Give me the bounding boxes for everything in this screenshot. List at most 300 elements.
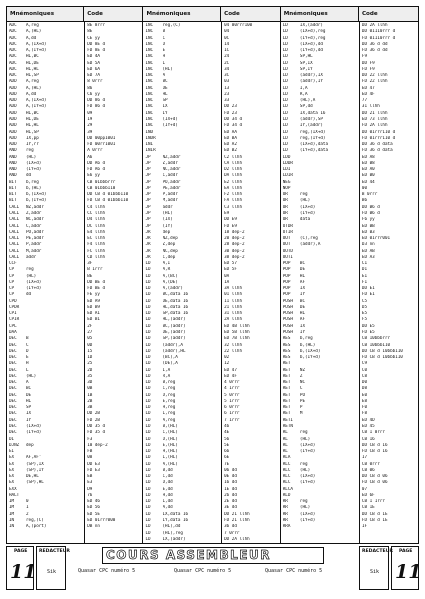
code-cell: FD E5 — [361, 330, 375, 336]
code-cell: E9 — [224, 210, 230, 216]
mnemonic-cell: DEC — [9, 355, 17, 361]
code-cell: 31 llhh — [361, 104, 380, 110]
operand-cell: HL,data 16 — [162, 304, 189, 310]
mnemonic-cell: RLCA — [282, 486, 293, 492]
code-cell: 0C — [224, 35, 230, 41]
operand-cell: PO — [299, 392, 306, 398]
mnemonic-cell: DJNZ — [9, 442, 20, 448]
operand-cell: reg — [299, 499, 308, 505]
operand-cell: reg — [299, 430, 308, 436]
mnemonic-cell: OUT — [282, 236, 291, 242]
operand-cell: Z,addr — [25, 210, 42, 216]
code-cell: 3F — [87, 261, 93, 267]
code-cell: ED B0 — [361, 173, 375, 179]
operand-cell: (HL) — [299, 198, 311, 204]
mnemonic-cell: RLD — [282, 492, 291, 498]
table-header — [7, 7, 142, 22]
code-cell: 31 llhh — [224, 311, 243, 317]
operand-cell: IY — [299, 330, 306, 336]
code-cell: C5 — [361, 298, 368, 304]
table-row — [281, 524, 418, 530]
operand-cell: reg — [299, 192, 308, 198]
mnemonic-cell: ADD — [9, 116, 17, 122]
code-cell: 38 dep-2 — [224, 254, 245, 260]
mnemonic-cell: RET — [282, 392, 291, 398]
mnemonic-cell: CALL — [9, 204, 20, 210]
mnemonic-cell: OUTD — [282, 248, 293, 254]
code-cell: 19 — [87, 116, 93, 122]
code-cell: ED BB — [361, 223, 375, 229]
mnemonic-cell: LD — [282, 29, 288, 35]
operand-cell: E,reg — [162, 398, 176, 404]
code-cell: E2 llhh — [224, 179, 243, 185]
mnemonic-cell: RL — [282, 442, 288, 448]
mnemonic-cell: JP — [145, 192, 151, 198]
operand-cell: DE — [299, 304, 306, 310]
code-cell: FD CB d 01bbb110 — [87, 198, 129, 204]
operand-cell: A,reg — [25, 23, 39, 28]
operand-cell: HL,BC — [25, 110, 39, 116]
mnemonic-cell: EX — [9, 480, 15, 486]
mnemonic-cell: DEC — [9, 380, 17, 386]
operand-cell: H,(HL) — [162, 449, 178, 455]
mnemonic-cell: LD — [282, 41, 288, 47]
operand-cell: (IY) — [162, 223, 173, 229]
operand-cell: HL,HL — [25, 123, 39, 129]
code-cell: CB 0rrr — [361, 461, 380, 467]
operand-cell: A,(HL) — [162, 461, 178, 467]
operand-cell: dd — [25, 292, 32, 298]
mnemonic-cell: CALL — [9, 242, 20, 248]
operand-cell: B,dd — [162, 467, 173, 473]
mnemonic-cell: OR — [282, 198, 288, 204]
code-cell: ED A8 — [361, 154, 375, 160]
mnemonic-cell: BIT — [9, 179, 17, 185]
operand-cell: A,(addr) — [162, 286, 183, 292]
operand-cell: PE,addr — [25, 236, 44, 242]
mnemonic-cell: CPDR — [9, 304, 20, 310]
mnemonic-cell: RLC — [282, 480, 291, 486]
code-cell: 77 — [361, 98, 368, 104]
code-cell: 18 dep-2 — [224, 229, 245, 235]
code-cell: ED 45 — [361, 424, 375, 429]
mnemonic-cell: EX — [9, 461, 15, 467]
mnemonic-header: Mnémoniques — [281, 7, 359, 21]
code-cell: C8 — [361, 373, 368, 379]
code-cell: FD B6 d — [361, 210, 380, 216]
mnemonic-cell: RL — [282, 436, 288, 442]
code-cell: D2 llhh — [224, 167, 243, 173]
operand-cell: reg — [25, 267, 34, 273]
code-cell: FD E3 — [87, 467, 100, 473]
code-cell: EB — [87, 474, 93, 480]
operand-cell: HL — [299, 311, 306, 317]
code-cell: DD 21 llhh — [224, 511, 250, 517]
operand-cell: IX — [299, 323, 306, 329]
code-cell: ED B2 — [224, 148, 237, 154]
code-cell: DD 86 d — [87, 98, 106, 104]
mnemonic-cell: DEC — [9, 411, 17, 417]
mnemonic-cell: RET — [282, 373, 291, 379]
mnemonic-cell: RR — [282, 511, 288, 517]
mnemonic-cell: LD — [145, 330, 151, 336]
operand-cell: D,(HL) — [162, 436, 178, 442]
mnemonic-cell: CP — [9, 279, 15, 285]
operand-cell: (HL),reg — [162, 530, 183, 536]
operand-cell: (IY+d),data — [299, 148, 329, 154]
operand-cell: HL,SP — [25, 129, 39, 135]
code-cell: C0 — [361, 367, 368, 373]
mnemonic-cell: RET — [282, 411, 291, 417]
mnemonic-cell: INC — [145, 48, 154, 54]
mnemonic-cell: ADC — [9, 29, 17, 35]
code-cell: FD CB d 1E — [361, 517, 388, 523]
mnemonic-cell: CP — [9, 292, 15, 298]
mnemonic-cell: OR — [282, 204, 288, 210]
code-cell: ED A2 — [224, 142, 237, 148]
code-cell: 4 0rrr — [224, 380, 240, 386]
operand-cell: DE — [25, 392, 32, 398]
operand-cell: IY,data 16 — [162, 517, 189, 523]
code-cell: 15 — [87, 348, 93, 354]
mnemonic-cell: LD — [145, 311, 151, 317]
mnemonic-cell: LD — [282, 54, 288, 60]
operand-cell: (IY+d) — [299, 517, 316, 523]
mnemonic-cell: INC — [145, 54, 154, 60]
code-cell: DD E5 — [361, 323, 375, 329]
operand-cell: C — [299, 386, 303, 392]
operand-cell: C,addr — [162, 173, 178, 179]
code-cell: 05 — [87, 336, 93, 342]
operand-cell: 0 — [25, 499, 29, 505]
code-cell: 27 — [87, 330, 93, 336]
code-cell: DD A6 d — [87, 160, 106, 166]
code-cell: 35 — [87, 373, 93, 379]
code-cell: 7 0rrr — [224, 530, 240, 536]
mnemonic-cell: LD — [145, 455, 151, 461]
code-cell: C9 — [361, 361, 368, 367]
mnemonic-cell: ADD — [9, 85, 17, 91]
mnemonic-cell: DEC — [9, 392, 17, 398]
code-cell: 26 dd — [224, 492, 237, 498]
mnemonic-cell: ADC — [9, 60, 17, 66]
mnemonic-cell: LD — [282, 91, 288, 97]
mnemonic-cell: LD — [145, 361, 151, 367]
page-title: COURS ASSEMBLEUR — [106, 548, 271, 562]
code-cell: D0 — [361, 380, 368, 386]
operand-cell: R,A — [299, 91, 308, 97]
operand-cell: (DE),A — [162, 361, 178, 367]
operand-cell: A,(IY+d) — [25, 48, 47, 54]
code-cell: F5 — [361, 317, 368, 323]
operand-cell: A — [162, 73, 166, 79]
mnemonic-cell: IM — [9, 505, 15, 511]
mnemonic-cell: LD — [145, 530, 151, 536]
operand-cell: H,dd — [162, 492, 173, 498]
operand-cell: (IX+d) — [299, 474, 316, 480]
operand-cell: BC — [299, 298, 306, 304]
operand-cell: L — [162, 60, 166, 66]
mnemonic-cell: LD — [145, 436, 151, 442]
mnemonic-cell: ADD — [9, 91, 17, 97]
operand-cell: (IX) — [162, 217, 173, 223]
code-cell: 03 — [224, 79, 230, 85]
mnemonic-cell: CPI — [9, 311, 17, 317]
code-cell: A 0rrr — [87, 148, 103, 154]
code-cell: FD CB d 16 — [361, 449, 388, 455]
code-cell: B 0rrr — [361, 192, 378, 198]
mnemonic-cell: INC — [145, 60, 154, 66]
code-cell: FD 86 d — [87, 104, 106, 110]
mnemonic-cell: LD — [145, 442, 151, 448]
code-cell: 2B — [87, 398, 93, 404]
mnemonic-cell: AND — [9, 160, 17, 166]
mnemonic-cell: JP — [145, 154, 151, 160]
operand-cell: IY,(addr) — [299, 123, 323, 129]
mnemonic-cell: ADC — [9, 66, 17, 72]
code-cell: DD 8E d — [87, 41, 106, 47]
code-cell: 32 llhh — [224, 342, 243, 348]
mnemonic-cell: OUT — [282, 242, 291, 248]
operand-cell: HL,DE — [25, 116, 39, 122]
table-rows — [281, 23, 418, 543]
operand-cell: I,A — [162, 367, 171, 373]
operand-cell: IX — [299, 286, 306, 292]
code-cell: FD 23 — [224, 110, 237, 116]
code-cell: FD 22 llhh — [361, 79, 388, 85]
code-cell: 00 — [361, 185, 368, 191]
code-cell: 86 — [87, 85, 93, 91]
code-cell: 8E 8rrr — [87, 23, 106, 28]
code-cell: 0D — [87, 342, 93, 348]
operand-cell: (IX+d) — [162, 116, 178, 122]
operand-cell: SP — [25, 405, 32, 411]
code-cell: ED 57 — [224, 261, 237, 267]
table-header — [281, 7, 418, 22]
mnemonic-cell: INC — [145, 73, 154, 79]
code-cell: 8 0rrr — [87, 79, 103, 85]
mnemonic-cell: LD — [145, 486, 151, 492]
operand-cell: SP,data 16 — [162, 311, 189, 317]
code-cell: 02 — [224, 355, 230, 361]
code-cell: 3E dd — [224, 505, 237, 511]
mnemonic-cell: LD — [145, 461, 151, 467]
mnemonic-cell: JP — [145, 167, 151, 173]
mnemonic-cell: INC — [145, 123, 154, 129]
mnemonic-cell: INC — [145, 79, 154, 85]
code-cell: 09 — [87, 110, 93, 116]
code-cell: 04 00rrr100 — [224, 23, 253, 28]
code-cell: 04 — [224, 29, 230, 35]
operand-cell: IX,data 16 — [162, 511, 189, 517]
mnemonic-cell: LD — [145, 323, 151, 329]
code-cell: CB 06 — [361, 467, 375, 473]
code-cell: 06 dd — [224, 467, 237, 473]
mnemonic-cell: LDI — [282, 167, 291, 173]
operand-cell: C,dd — [162, 474, 173, 480]
operand-cell: B,(HL) — [162, 424, 178, 429]
code-cell: DD 01rrr110 d — [361, 129, 396, 135]
operand-cell: P — [299, 405, 303, 411]
code-cell: 8E — [87, 29, 93, 35]
code-cell: DD 23 — [224, 104, 237, 110]
mnemonic-cell: OR — [282, 210, 288, 216]
code-cell: ED 6A — [87, 66, 100, 72]
code-cell: 23 — [224, 91, 230, 97]
mnemonic-cell: LD — [282, 148, 288, 154]
code-cell: ED 7A — [87, 73, 100, 79]
operand-cell: IY — [162, 110, 168, 116]
author-box-left — [36, 546, 70, 590]
operand-cell: (IX+d),data — [299, 142, 329, 148]
code-cell: D1 — [361, 267, 368, 273]
mnemonic-cell: LD — [282, 98, 288, 104]
operand-cell: D — [162, 41, 166, 47]
operand-cell: dep — [25, 442, 34, 448]
code-cell: EA llhh — [224, 185, 243, 191]
code-cell: D5 — [361, 304, 368, 310]
code-cell: CB 01bbb110 — [87, 185, 116, 191]
operand-cell: (IY+d),dd — [299, 48, 323, 54]
code-header: Code — [361, 11, 378, 17]
mnemonic-cell: JP — [145, 185, 151, 191]
operand-cell: E — [25, 355, 29, 361]
code-cell: F2 llhh — [224, 192, 243, 198]
operand-cell: reg,(C) — [25, 517, 44, 523]
mnemonic-cell: ADC — [9, 41, 17, 47]
operand-cell: (HL) — [25, 373, 37, 379]
operand-cell: B,reg — [162, 380, 176, 386]
operand-cell: data — [299, 217, 311, 223]
page-label: PAGE — [14, 549, 28, 554]
operand-cell: (IX+d) — [299, 511, 316, 517]
operand-cell: (addr),A — [162, 342, 183, 348]
mnemonic-cell: RET — [282, 361, 291, 367]
mnemonic-cell: JP — [145, 217, 151, 223]
mnemonic-cell: ADD — [9, 135, 17, 141]
operand-cell: A,reg — [25, 79, 39, 85]
mnemonic-cell: CALL — [9, 248, 20, 254]
author-label: REDACTEUR — [362, 549, 393, 554]
code-cell: 3C — [224, 73, 230, 79]
mnemonic-cell: OR — [282, 192, 288, 198]
operand-cell: 2 — [25, 511, 29, 517]
code-cell: DD CB d 01bbb110 — [87, 192, 129, 198]
operand-cell: HL — [299, 273, 306, 279]
operand-cell: L,dd — [162, 499, 173, 505]
mnemonic-cell: CALL — [9, 254, 20, 260]
mnemonic-cell: JP — [145, 179, 151, 185]
operand-cell: Z,addr — [162, 160, 178, 166]
operand-cell: NC,dep — [162, 248, 178, 254]
page-footer — [6, 545, 422, 591]
mnemonic-cell: LD — [282, 123, 288, 129]
operand-cell: A,dd — [25, 91, 37, 97]
operand-cell: b,reg — [299, 336, 313, 342]
mnemonic-cell: ADD — [9, 79, 17, 85]
operand-cell: Z,dep — [162, 242, 176, 248]
code-cell: DD 34 d — [224, 116, 243, 122]
operand-cell: BC — [162, 79, 168, 85]
operand-cell: NC,addr — [162, 167, 181, 173]
mnemonic-cell: LDDR — [282, 160, 293, 166]
code-cell: F0 — [361, 405, 368, 411]
code-cell: FD CB d 06 — [361, 480, 388, 486]
operand-cell: b,(IY+d) — [299, 355, 321, 361]
operand-cell: SP,IY — [299, 66, 313, 72]
code-cell: ED 5E — [87, 511, 100, 517]
mnemonic-header: Mnémoniques — [143, 7, 221, 21]
operand-cell: b,(HL) — [299, 342, 316, 348]
operand-cell: IX,(addr) — [299, 23, 323, 28]
operand-cell: A,(IY+d) — [25, 104, 47, 110]
code-cell: E6 yy — [87, 173, 100, 179]
code-cell: DD E3 — [87, 461, 100, 467]
code-cell: DD 35 d — [87, 424, 106, 429]
mnemonic-cell: BIT — [9, 185, 17, 191]
operand-cell: reg,(IX+d) — [299, 129, 326, 135]
operand-cell: H — [162, 54, 166, 60]
code-cell: 1F — [361, 524, 368, 530]
code-cell: 1E dd — [224, 486, 237, 492]
opcode-table-sheet — [6, 6, 419, 544]
code-cell: C1 — [361, 261, 368, 267]
mnemonic-cell: CPIR — [9, 317, 20, 323]
operand-cell: PO,addr — [162, 179, 181, 185]
code-cell: DD 36 d dd — [361, 41, 388, 47]
code-cell: FE yy — [87, 292, 100, 298]
mnemonic-cell: POP — [282, 261, 291, 267]
code-cell: FB — [87, 449, 93, 455]
code-cell: 7 1rrr — [224, 417, 240, 423]
code-cell: D9 — [87, 486, 93, 492]
code-cell: FD 01110rrr d — [361, 35, 396, 41]
code-cell: D3 nn — [361, 242, 375, 248]
mnemonic-cell: RET — [282, 398, 291, 404]
code-cell: ED 44 — [361, 179, 375, 185]
mnemonic-cell: LD — [145, 267, 151, 273]
code-cell: 6E — [224, 455, 230, 461]
code-cell: FD 34 d — [224, 123, 243, 129]
operand-cell: (addr),IX — [299, 73, 323, 79]
code-cell: CE yy — [87, 35, 100, 41]
mnemonic-cell: ADC — [9, 73, 17, 79]
code-header: Code — [224, 11, 240, 17]
mnemonic-cell: LD — [282, 110, 288, 116]
operand-cell: SP — [162, 98, 168, 104]
mnemonic-cell: ADD — [9, 104, 17, 110]
mnemonic-cell: INDR — [145, 135, 156, 141]
code-cell: 34 — [224, 66, 230, 72]
code-cell: ED 4D — [361, 417, 375, 423]
code-cell: 24 — [224, 54, 230, 60]
mnemonic-cell: DEC — [9, 424, 17, 429]
operand-cell: addr — [162, 204, 173, 210]
operand-cell: (HL) — [299, 505, 311, 511]
page-number: 11 — [395, 561, 422, 583]
mnemonic-cell: LD — [145, 342, 151, 348]
table-rows — [143, 23, 279, 543]
table-row — [143, 537, 279, 543]
code-cell: ED 47 — [361, 85, 375, 91]
code-cell: ED A1 — [87, 311, 100, 317]
code-cell: DD 36 d data — [361, 142, 393, 148]
mnemonic-cell: EI — [9, 449, 15, 455]
operand-cell: C,dep — [162, 254, 176, 260]
operand-cell: AF,AF' — [25, 455, 42, 461]
code-cell: 1A — [224, 279, 230, 285]
operand-cell: Z — [299, 373, 303, 379]
